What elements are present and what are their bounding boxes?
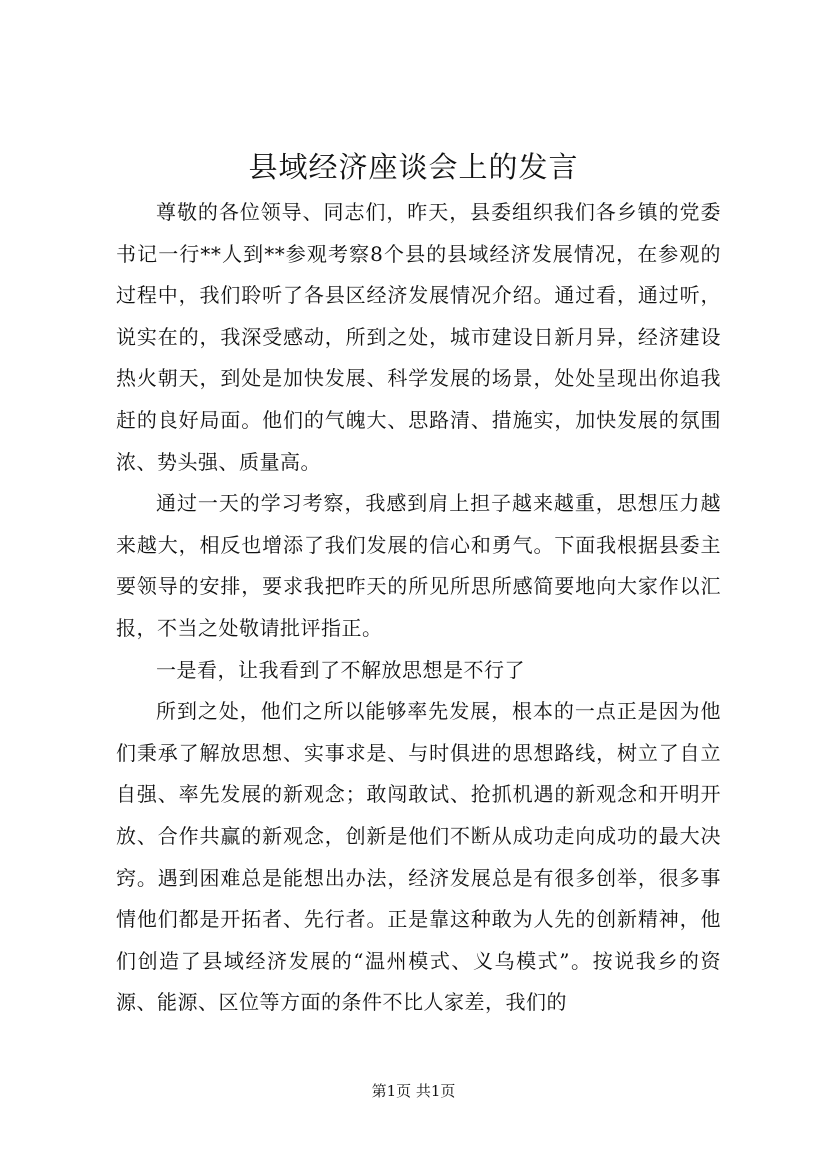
section-heading: 一是看，让我看到了不解放思想是不行了 xyxy=(156,657,525,682)
paragraph-3: 所到之处，他们之所以能够率先发展，根本的一点正是因为他们秉承了解放思想、实事求是、与时俱进的思想路线，树立了自立自强、率先发展的新观念；敢闯敢试、抢抓机遇的新观念和开明开放、合作共赢的新观念，创新是他们不断从成功走向成功的最大决窍。遇到困难总是能想出办法，经济发展总是有很多创举，很多事情他们都是开拓者、先行者。正是靠这种敢为人先的创新精神，他们创造了县域经济发展的“温州模式、义乌模式”。按说我乡的资源、能源、区位等方面的条件不比人家差，我们的 xyxy=(116,699,721,1015)
page-number-footer: 第1页 共1页 xyxy=(371,1082,456,1100)
paragraph-1: 尊敬的各位领导、同志们，昨天，县委组织我们各乡镇的党委书记一行**人到**参观考察8个县的县域经济发展情况，在参观的过程中，我们聆听了各县区经济发展情况介绍。通过看，通过听，说实在的，我深受感动，所到之处，城市建设日新月异，经济建设热火朝天，到处是加快发展、科学发展的场景，处处呈现出你追我赶的良好局面。他们的气魄大、思路清、措施实，加快发展的氛围浓、势头强、质量高。 xyxy=(116,200,721,474)
document-body xyxy=(116,192,721,1024)
document-title: 县域经济座谈会上的发言 xyxy=(248,150,579,184)
paragraph-2: 通过一天的学习考察，我感到肩上担子越来越重，思想压力越来越大，相反也增添了我们发展的信心和勇气。下面我根据县委主要领导的安排，要求我把昨天的所见所思所感简要地向大家作以汇报，不当之处敬请批评指正。 xyxy=(116,491,721,640)
